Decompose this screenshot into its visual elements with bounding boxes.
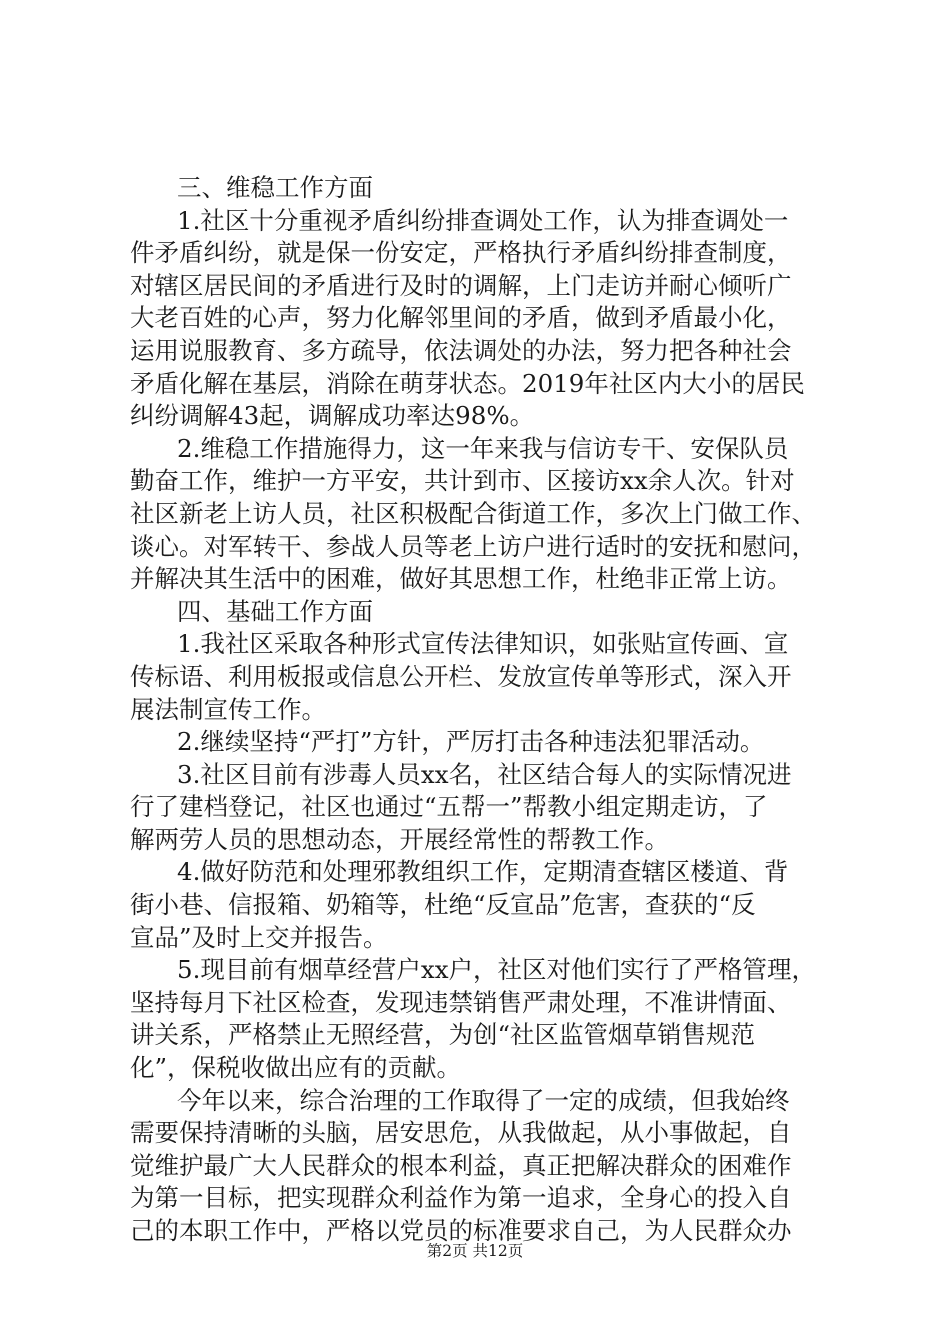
paragraph-line: 需要保持清晰的头脑，居安思危，从我做起，从小事做起，自 bbox=[130, 1118, 792, 1148]
paragraph-line: 解两劳人员的思想动态，开展经常性的帮教工作。 bbox=[130, 824, 669, 854]
paragraph-line: 传标语、利用板报或信息公开栏、发放宣传单等形式，深入开 bbox=[130, 661, 792, 691]
paragraph-line: 己的本职工作中，严格以党员的标准要求自己，为人民群众办 bbox=[130, 1216, 792, 1245]
body-text bbox=[130, 172, 830, 1248]
paragraph-line: 为第一目标，把实现群众利益作为第一追求，全身心的投入自 bbox=[130, 1183, 792, 1213]
paragraph-line: 运用说服教育、多方疏导，依法调处的办法，努力把各种社会 bbox=[130, 335, 792, 365]
paragraph-line: 1.我社区采取各种形式宣传法律知识，如张贴宣传画、宣 bbox=[177, 629, 789, 659]
paragraph-line: 谈心。对军转干、参战人员等老上访户进行适时的安抚和慰问， bbox=[130, 531, 816, 561]
paragraph-line: 社区新老上访人员，社区积极配合街道工作，多次上门做工作、 bbox=[130, 498, 816, 528]
paragraph-line: 坚持每月下社区检查，发现违禁销售严肃处理，不准讲情面、 bbox=[130, 987, 792, 1017]
paragraph-line: 宣品”及时上交并报告。 bbox=[130, 922, 388, 952]
paragraph-line: 化”，保税收做出应有的贡献。 bbox=[130, 1053, 462, 1083]
section-heading-stability: 三、维稳工作方面 bbox=[177, 173, 373, 202]
paragraph-line: 5.现目前有烟草经营户xx户，社区对他们实行了严格管理， bbox=[177, 955, 817, 985]
paragraph-line: 展法制宣传工作。 bbox=[130, 694, 326, 724]
section-heading-foundation: 四、基础工作方面 bbox=[177, 596, 373, 626]
paragraph-line: 1.社区十分重视矛盾纠纷排查调处工作，认为排查调处一 bbox=[177, 205, 789, 235]
paragraph-line: 讲关系，严格禁止无照经营，为创“社区监管烟草销售规范 bbox=[130, 1020, 756, 1050]
paragraph-line: 3.社区目前有涉毒人员xx名，社区结合每人的实际情况进 bbox=[177, 759, 792, 789]
paragraph-line: 2.维稳工作措施得力，这一年来我与信访专干、安保队员 bbox=[177, 433, 789, 463]
page-number-footer: 第2页 共12页 bbox=[426, 1242, 524, 1260]
paragraph-line: 觉维护最广大人民群众的根本利益，真正把解决群众的困难作 bbox=[130, 1150, 792, 1180]
paragraph-line: 大老百姓的心声，努力化解邻里间的矛盾，做到矛盾最小化， bbox=[130, 303, 792, 333]
paragraph-line: 对辖区居民间的矛盾进行及时的调解，上门走访并耐心倾听广 bbox=[130, 270, 792, 300]
paragraph-line: 矛盾化解在基层，消除在萌芽状态。2019年社区内大小的居民 bbox=[130, 368, 805, 398]
paragraph-line: 4.做好防范和处理邪教组织工作，定期清查辖区楼道、背 bbox=[177, 857, 789, 887]
paragraph-line: 件矛盾纠纷，就是保一份安定，严格执行矛盾纠纷排查制度， bbox=[130, 238, 792, 268]
paragraph-line: 勤奋工作，维护一方平安，共计到市、区接访xx余人次。针对 bbox=[130, 466, 795, 496]
paragraph-line: 今年以来，综合治理的工作取得了一定的成绩，但我始终 bbox=[177, 1085, 790, 1115]
paragraph-line: 2.继续坚持“严打”方针，严厉打击各种违法犯罪活动。 bbox=[177, 727, 765, 757]
paragraph-line: 并解决其生活中的困难，做好其思想工作，杜绝非正常上访。 bbox=[130, 564, 792, 594]
paragraph-line: 街小巷、信报箱、奶箱等，杜绝“反宣品”危害，查获的“反 bbox=[130, 890, 756, 920]
paragraph-line: 行了建档登记，社区也通过“五帮一”帮教小组定期走访，了 bbox=[130, 792, 768, 822]
paragraph-line: 纠纷调解43起，调解成功率达98%。 bbox=[130, 401, 535, 431]
